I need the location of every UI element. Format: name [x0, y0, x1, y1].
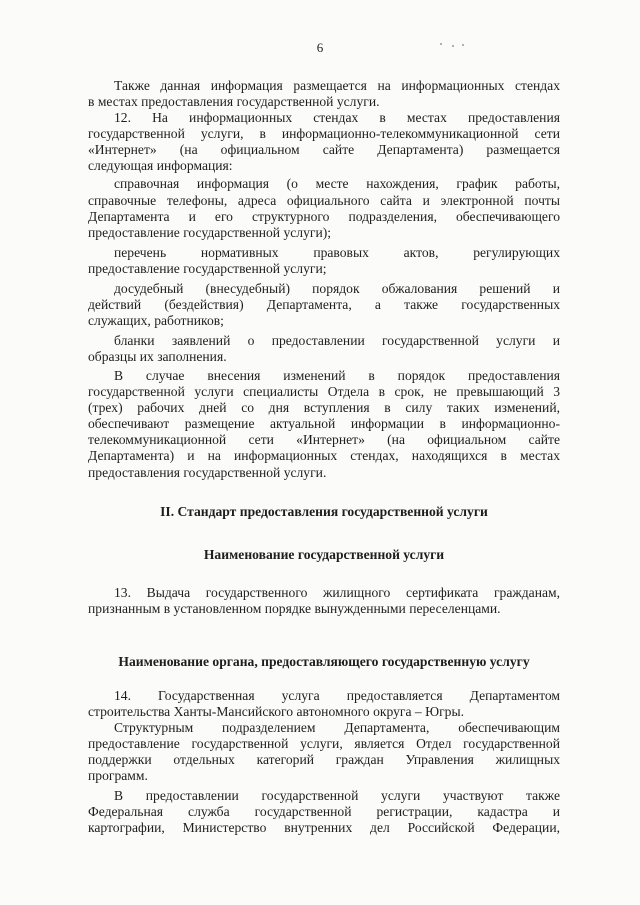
text-line: в местах предоставления государственной услуги. [88, 94, 380, 109]
text-line: «Интернет» (на официальном сайте Департамента) размещается [88, 142, 560, 157]
text-line: предоставление государственной услуги; [88, 261, 327, 276]
text-line: предоставление государственной услуги); [88, 225, 332, 240]
text-line: 12. На информационных стендах в местах предоставления [114, 110, 560, 125]
text-line: бланки заявлений о предоставлении государственной услуги и [114, 333, 560, 348]
text-line: 13. Выдача государственного жилищного сертификата гражданам, [114, 585, 560, 600]
text-line: действий (бездействия) Департамента, а также государственных [88, 297, 560, 312]
text-line: справочные телефоны, адреса официального сайта и электронной почты [88, 193, 560, 208]
text-line: поддержки отдельных категорий граждан Управления жилищных [88, 752, 560, 767]
text-line: Также данная информация размещается на информационных стендах [114, 78, 560, 93]
text-line: признанным в установленном порядке вынужденными переселенцами. [88, 601, 501, 616]
text-line: программ. [88, 768, 148, 783]
text-line: (трех) рабочих дней со дня вступления в силу таких изменений, [88, 400, 560, 415]
text-line: государственной услуги, в информационно-телекоммуникационной сети [88, 126, 560, 141]
text-line: следующая информация: [88, 158, 233, 173]
text-line: телекоммуникационной сети «Интернет» (на официальном сайте [88, 432, 560, 447]
text-line: справочная информация (о месте нахождения, график работы, [114, 176, 560, 191]
page-number: 6 [316, 40, 324, 55]
text-line: Федеральная служба государственной регистрации, кадастра и [88, 804, 560, 819]
text-line: досудебный (внесудебный) порядок обжалования решений и [114, 281, 560, 296]
text-line: строительства Ханты-Мансийского автономного округа – Югры. [88, 704, 464, 719]
text-line: служащих, работников; [88, 313, 224, 328]
scan-speck [452, 45, 454, 47]
text-line: предоставления государственной услуги. [88, 465, 327, 480]
scan-speck [462, 44, 464, 46]
text-line: картографии, Министерство внутренних дел Российской Федерации, [88, 820, 560, 835]
text-line: 14. Государственная услуга предоставляется Департаментом [114, 688, 560, 703]
text-line: обеспечивают размещение актуальной информации в информационно- [88, 416, 560, 431]
subsection-heading: Наименование органа, предоставляющего государственную услугу [118, 654, 530, 669]
text-line: перечень нормативных правовых актов, регулирующих [114, 245, 560, 260]
text-line: Департамента) и на информационных стендах, находящихся в местах [88, 448, 560, 463]
subsection-heading: Наименование государственной услуги [203, 547, 445, 562]
text-line: Департамента и его структурного подразделения, обеспечивающего [88, 209, 560, 224]
scan-speck [440, 43, 442, 45]
text-line: предоставление государственной услуги, является Отдел государственной [88, 736, 560, 751]
text-line: Структурным подразделением Департамента, обеспечивающим [114, 720, 560, 735]
text-line: В предоставлении государственной услуги участвуют также [114, 788, 560, 803]
text-line: государственной услуги специалисты Отдела в срок, не превышающий 3 [88, 384, 560, 399]
text-line: образцы их заполнения. [88, 349, 227, 364]
text-line: В случае внесения изменений в порядок предоставления [114, 368, 560, 383]
section-heading: II. Стандарт предоставления государственной услуги [160, 504, 488, 519]
